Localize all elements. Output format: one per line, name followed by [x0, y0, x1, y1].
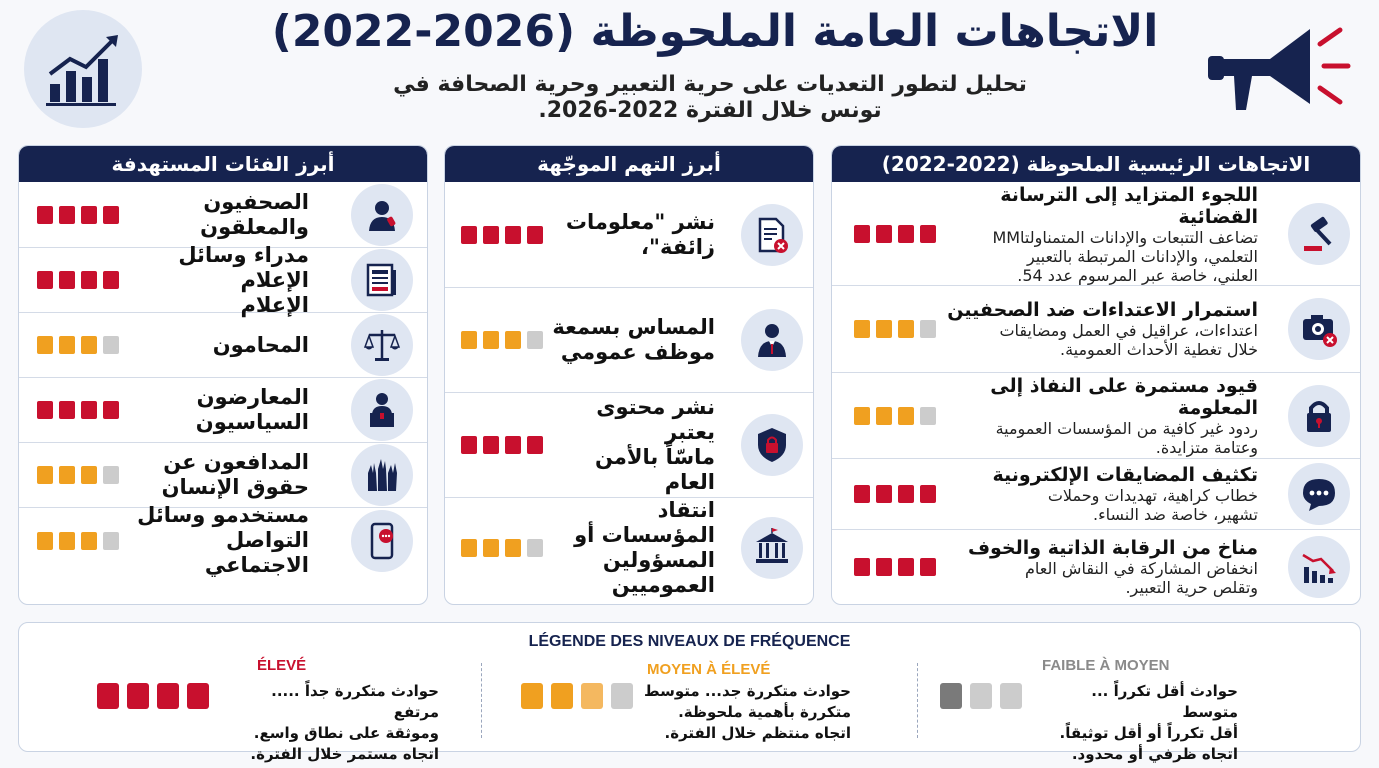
category-row	[19, 313, 427, 378]
frequency-bar	[37, 336, 53, 354]
frequency-bar	[37, 532, 53, 550]
targeted-categories-panel	[18, 145, 428, 605]
false-document-icon	[741, 204, 803, 266]
legend-high	[79, 653, 479, 763]
frequency-bars	[854, 558, 936, 576]
frequency-bar	[461, 226, 477, 244]
frequency-bar	[527, 226, 543, 244]
chat-bubble-icon	[1288, 463, 1350, 525]
frequency-bars	[37, 401, 119, 419]
frequency-bar	[461, 436, 477, 454]
frequency-bar	[854, 320, 870, 338]
trend-text: تكثيف المضايقات الإلكترونية خطاب كراهية، تهديدات وحملات تشهير، خاصة ضد النساء.	[936, 464, 1272, 524]
frequency-bar	[483, 331, 499, 349]
frequency-bars	[37, 336, 119, 354]
frequency-bar	[854, 558, 870, 576]
frequency-bar	[505, 226, 521, 244]
trend-title: قيود مستمرة على النفاذ إلى المعلومة	[990, 374, 1258, 419]
frequency-bars	[461, 226, 543, 244]
trends-panel	[831, 145, 1361, 605]
scales-icon	[351, 314, 413, 376]
legend-medium-bars	[521, 683, 633, 709]
frequency-bar	[854, 407, 870, 425]
frequency-bar	[505, 539, 521, 557]
frequency-bar	[920, 225, 936, 243]
frequency-bar	[483, 226, 499, 244]
frequency-bars	[37, 466, 119, 484]
frequency-bar	[527, 539, 543, 557]
frequency-bar	[898, 320, 914, 338]
category-row	[19, 378, 427, 443]
frequency-bar	[920, 407, 936, 425]
frequency-bar	[59, 466, 75, 484]
legend-title: LÉGENDE DES NIVEAUX DE FRÉQUENCE	[528, 633, 851, 650]
frequency-bars	[854, 485, 936, 503]
frequency-bar	[876, 407, 892, 425]
frequency-bar	[898, 225, 914, 243]
category-label: الصحفيون والمعلقون	[200, 190, 309, 239]
frequency-bar	[527, 331, 543, 349]
legend-low-bars	[940, 683, 1022, 709]
frequency-bar	[920, 320, 936, 338]
shield-lock-icon	[741, 414, 803, 476]
frequency-bar	[103, 271, 119, 289]
gavel-icon	[1288, 203, 1350, 265]
category-row	[19, 242, 427, 317]
institution-icon	[741, 517, 803, 579]
frequency-bars	[461, 331, 543, 349]
frequency-bar	[103, 206, 119, 224]
frequency-bar	[103, 466, 119, 484]
camera-blocked-icon	[1288, 298, 1350, 360]
frequency-bars	[461, 539, 543, 557]
legend-low-desc: حوادث أقل تكرراً ... متوسط أقل تكرراً أو أقل توثيقاً. اتجاه ظرفي أو محدود.	[1059, 682, 1238, 763]
legend-medium-desc: حوادث متكررة جد... متوسط متكررة بأهمية ملحوظة. اتجاه منتظم خلال الفترة.	[644, 682, 851, 742]
panel-heading: أبرز الفئات المستهدفة	[19, 146, 427, 182]
frequency-bar	[898, 485, 914, 503]
category-row	[19, 183, 427, 248]
frequency-bar	[81, 271, 97, 289]
frequency-bar	[876, 225, 892, 243]
frequency-bar	[59, 336, 75, 354]
charge-label: المساس بسمعة موظف عمومي	[552, 315, 715, 364]
trend-row	[832, 373, 1360, 459]
frequency-bar	[59, 271, 75, 289]
trend-row	[832, 286, 1360, 373]
frequency-bars	[461, 436, 543, 454]
legend-high-name: ÉLEVÉ	[257, 657, 307, 674]
frequency-bar	[81, 466, 97, 484]
charge-label: نشر "معلومات زائفة"،	[565, 210, 715, 259]
frequency-bars	[854, 320, 936, 338]
frequency-bar	[461, 331, 477, 349]
trend-text: استمرار الاعتداءات ضد الصحفيين اعتداءات، عراقيل في العمل ومضايقات خلال تغطية الأحداث العمومية.	[936, 299, 1272, 359]
trend-title: تكثيف المضايقات الإلكترونية	[992, 464, 1258, 486]
official-icon	[741, 309, 803, 371]
frequency-bar	[920, 485, 936, 503]
trend-row	[832, 459, 1360, 530]
frequency-bars	[37, 206, 119, 224]
frequency-bar	[59, 206, 75, 224]
frequency-bars	[37, 532, 119, 550]
trend-text: اللجوء المتزايد إلى الترسانة القضائية تضاعف التتبعات والإدانات المتمناولتاMM التعلمي، والإدانات المرتبطة بالتعبير العلني، خاصة عبر المرسوم عدد 54.	[936, 184, 1272, 285]
frequency-bar	[37, 271, 53, 289]
padlock-icon	[1288, 385, 1350, 447]
charge-row	[445, 393, 813, 498]
frequency-bar	[81, 532, 97, 550]
trend-title: اللجوء المتزايد إلى الترسانة القضائية	[1000, 183, 1258, 228]
charge-row	[445, 288, 813, 393]
frequency-bar	[37, 466, 53, 484]
frequency-bar	[527, 436, 543, 454]
page-title: الاتجاهات العامة الملحوظة (2026-2022)	[271, 6, 1159, 57]
trend-text: مناخ من الرقابة الذاتية والخوف انخفاض المشاركة في النقاش العام وتقلص حرية التعبير.	[936, 537, 1272, 597]
growth-chart-icon	[24, 10, 142, 128]
category-label: مستخدمو وسائل التواصل الاجتماعي	[137, 503, 309, 577]
legend-medium	[509, 653, 909, 748]
charges-panel	[444, 145, 814, 605]
frequency-bars	[854, 225, 936, 243]
frequency-bar	[461, 539, 477, 557]
panel-heading: الاتجاهات الرئيسية الملحوظة (2022-2022)	[832, 146, 1360, 182]
frequency-bars	[37, 271, 119, 289]
frequency-bar	[876, 320, 892, 338]
frequency-bar	[37, 401, 53, 419]
frequency-bar	[81, 401, 97, 419]
category-label: المحامون	[212, 332, 309, 357]
frequency-bar	[876, 485, 892, 503]
frequency-bar	[898, 558, 914, 576]
frequency-bar	[37, 206, 53, 224]
legend-medium-name: MOYEN À ÉLEVÉ	[647, 661, 771, 678]
panel-heading: أبرز التهم الموجّهة	[445, 146, 813, 182]
trend-text: قيود مستمرة على النفاذ إلى المعلومة ردود غير كافية من المؤسسات العمومية وعتامة متزايدة.	[936, 375, 1272, 457]
category-label: مدراء وسائل الإعلام الإعلام	[178, 242, 309, 317]
frequency-bar	[876, 558, 892, 576]
raised-hands-icon	[351, 444, 413, 506]
frequency-bar	[81, 206, 97, 224]
page-subtitle: تحليل لتطور التعديات على حرية التعبير وحرية الصحافة في تونس خلال الفترة 2022-2026.	[393, 72, 1027, 123]
frequency-bar	[103, 401, 119, 419]
frequency-bars	[854, 407, 936, 425]
declining-chart-icon	[1288, 536, 1350, 598]
frequency-bar	[103, 532, 119, 550]
charge-row	[445, 498, 813, 598]
newspaper-icon	[351, 249, 413, 311]
category-row	[19, 503, 427, 577]
frequency-bar	[103, 336, 119, 354]
frequency-bar	[81, 336, 97, 354]
frequency-bar	[483, 436, 499, 454]
frequency-bar	[854, 225, 870, 243]
trend-row	[832, 530, 1360, 603]
category-label: المعارضون السياسيون	[195, 385, 309, 434]
trend-title: مناخ من الرقابة الذاتية والخوف	[967, 536, 1258, 559]
charge-row	[445, 183, 813, 288]
legend-high-desc: حوادث متكررة جداً ..... مرتفع وموثقة على نطاق واسع. اتجاه مستمر خلال الفترة.	[250, 682, 439, 763]
legend-low	[934, 653, 1334, 763]
legend-high-bars	[97, 683, 209, 709]
frequency-bar	[505, 436, 521, 454]
megaphone-icon	[1200, 14, 1360, 124]
frequency-bar	[483, 539, 499, 557]
frequency-bar	[505, 331, 521, 349]
category-row	[19, 443, 427, 508]
charge-label: نشر محتوى يعتبر ماسّاً بالأمن العام	[594, 395, 715, 494]
journalist-icon	[351, 184, 413, 246]
frequency-bar	[59, 532, 75, 550]
frequency-bar	[898, 407, 914, 425]
category-label: المدافعون عن حقوق الإنسان	[161, 450, 309, 499]
charge-label: انتقاد المؤسسات أو المسؤولين العموميين	[574, 498, 715, 597]
frequency-bar	[920, 558, 936, 576]
frequency-bar	[59, 401, 75, 419]
podium-icon	[351, 379, 413, 441]
frequency-bar	[854, 485, 870, 503]
trend-row	[832, 183, 1360, 286]
trend-title: استمرار الاعتداءات ضد الصحفيين	[947, 299, 1258, 321]
smartphone-icon	[351, 510, 413, 572]
legend-low-name: FAIBLE À MOYEN	[1042, 657, 1170, 674]
legend-box	[18, 622, 1361, 763]
